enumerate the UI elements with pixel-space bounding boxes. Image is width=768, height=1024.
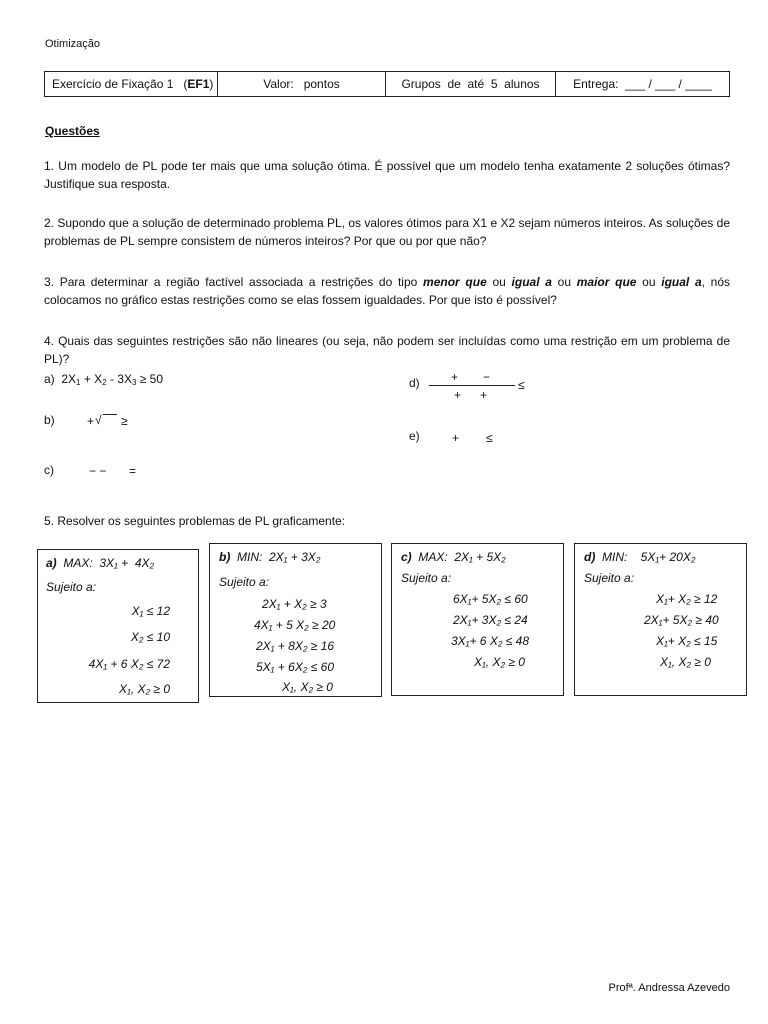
problem-c-constraint: 2X₁+ 3X₂ ≤ 24 xyxy=(453,613,528,627)
option-d-leq: ≤ xyxy=(518,378,525,392)
exercise-suffix: ) xyxy=(209,77,214,91)
option-e-leq: ≤ xyxy=(486,431,493,445)
delivery-cell xyxy=(556,72,729,96)
exercise-name-cell xyxy=(45,72,218,96)
question-1: 1. Um modelo de PL pode ter mais que uma solução ótima. É possível que um modelo tenha exatamente 2 soluções ótimas? Justifique sua resposta. xyxy=(44,159,730,191)
question-5: 5. Resolver os seguintes problemas de PL graficamente: xyxy=(44,514,346,528)
exercise-prefix: Exercício de Fixação 1 ( xyxy=(52,77,188,91)
question-2: 2. Supondo que a solução de determinado problema PL, os valores ótimos para X1 e X2 sejam números inteiros. As soluções de problemas de PL sempre consistem de números inteiros? Por que ou por que não? xyxy=(44,216,730,248)
q3-term-menor-que: menor que xyxy=(423,275,487,289)
q3-text-2: ou xyxy=(486,275,512,289)
q3-text-3: ou xyxy=(551,275,577,289)
problem-d-id: d) xyxy=(584,550,596,564)
course-title: Otimização xyxy=(45,38,101,50)
problem-a-constraint: X₂ ≤ 10 xyxy=(130,630,170,644)
problem-a-constraint: X₁ ≤ 12 xyxy=(131,604,170,618)
exercise-code: EF1 xyxy=(187,77,210,91)
problem-d-constraint: X₁+ X₂ ≤ 15 xyxy=(656,634,718,648)
q3-term-igual-a-2: igual a xyxy=(661,275,702,289)
q3-text-4: ou xyxy=(636,275,662,289)
section-title: Questões xyxy=(45,124,100,138)
problem-a-box xyxy=(37,549,199,703)
option-d-fraction-line xyxy=(429,385,515,386)
problem-b-id: b) xyxy=(219,550,231,564)
problem-b-constraint: 5X₁ + 6X₂ ≤ 60 xyxy=(256,660,334,674)
option-b-plus: + xyxy=(87,414,95,428)
problem-c-subject: Sujeito a: xyxy=(401,571,452,585)
problem-b-box xyxy=(209,543,382,697)
question-3 xyxy=(44,273,730,309)
option-d-label: d) xyxy=(409,376,420,390)
problem-c-box xyxy=(391,543,564,696)
footer-author: Profª. Andressa Azevedo xyxy=(608,982,730,994)
problem-c-constraint: 6X₁+ 5X₂ ≤ 60 xyxy=(453,592,528,606)
q3-text-5: , nós colocamos no gráfico estas restrições como se elas fossem igualdades. Por que isto é possível? xyxy=(44,275,731,307)
problem-b-subject: Sujeito a: xyxy=(219,575,270,589)
problem-d-objective-text: MIN: 5X₁+ 20X₂ xyxy=(602,550,696,564)
problem-c-objective xyxy=(401,547,506,567)
option-c-minus: − − xyxy=(89,464,107,478)
option-d-den-plus-2: + xyxy=(480,388,488,402)
problem-a-subject: Sujeito a: xyxy=(46,580,97,594)
groups-text: Grupos de até 5 alunos xyxy=(401,77,540,91)
problem-d-constraint: 2X₁+ 5X₂ ≥ 40 xyxy=(644,613,719,627)
value-cell xyxy=(218,72,386,96)
problem-d-objective xyxy=(584,547,695,567)
problem-d-subject: Sujeito a: xyxy=(584,571,635,585)
q3-text-1: 3. Para determinar a região factível associada a restrições do tipo xyxy=(44,275,424,289)
problem-b-constraint: 2X₁ + X₂ ≥ 3 xyxy=(262,597,327,611)
problem-b-objective xyxy=(219,547,320,567)
option-b-sqrt-bar xyxy=(103,414,117,415)
option-e-label: e) xyxy=(409,429,420,443)
option-b-sqrt: √ xyxy=(95,413,102,427)
question-4: 4. Quais das seguintes restrições são não lineares (ou seja, não podem ser incluídas como uma restrição em um problema de PL)? xyxy=(44,334,730,366)
problem-b-objective-text: MIN: 2X₁ + 3X₂ xyxy=(237,550,321,564)
option-b-label: b) xyxy=(44,413,55,427)
exercise-header-table xyxy=(44,71,730,97)
option-e-plus: + xyxy=(452,431,460,445)
problem-a-id: a) xyxy=(46,556,57,570)
problem-c-objective-text: MAX: 2X₁ + 5X₂ xyxy=(418,550,506,564)
option-a-label: a) xyxy=(44,372,55,386)
problem-c-constraint: X₁, X₂ ≥ 0 xyxy=(474,655,525,669)
option-c-eq: = xyxy=(129,464,137,478)
problem-b-constraint: 4X₁ + 5 X₂ ≥ 20 xyxy=(254,618,336,632)
problem-a-objective xyxy=(46,553,154,573)
option-d-den-plus-1: + xyxy=(454,388,462,402)
groups-cell xyxy=(386,72,556,96)
problem-a-constraint: X₁, X₂ ≥ 0 xyxy=(119,682,170,696)
q3-term-maior-que: maior que xyxy=(576,275,637,289)
value-text: Valor: pontos xyxy=(263,77,340,91)
option-d-num-plus: + xyxy=(451,370,459,384)
option-c-label: c) xyxy=(44,463,54,477)
problem-d-box xyxy=(574,543,747,696)
q3-term-igual-a: igual a xyxy=(511,275,552,289)
problem-c-constraint: 3X₁+ 6 X₂ ≤ 48 xyxy=(451,634,529,648)
problem-c-id: c) xyxy=(401,550,412,564)
problem-b-constraint: X₁, X₂ ≥ 0 xyxy=(282,680,333,694)
problem-a-objective-text: MAX: 3X₁ + 4X₂ xyxy=(63,556,155,570)
problem-a-constraint: 4X₁ + 6 X₂ ≤ 72 xyxy=(88,657,170,671)
option-b-geq: ≥ xyxy=(121,414,128,428)
problem-d-constraint: X₁, X₂ ≥ 0 xyxy=(660,655,711,669)
problem-b-constraint: 2X₁ + 8X₂ ≥ 16 xyxy=(256,639,334,653)
option-a: a) $2X_1 + X_2 - 3X_3 \ge 50$ xyxy=(44,372,164,387)
problem-d-constraint: X₁+ X₂ ≥ 12 xyxy=(656,592,718,606)
delivery-text: Entrega: ___ / ___ / ____ xyxy=(573,77,712,91)
option-d-num-minus: − xyxy=(483,370,491,384)
